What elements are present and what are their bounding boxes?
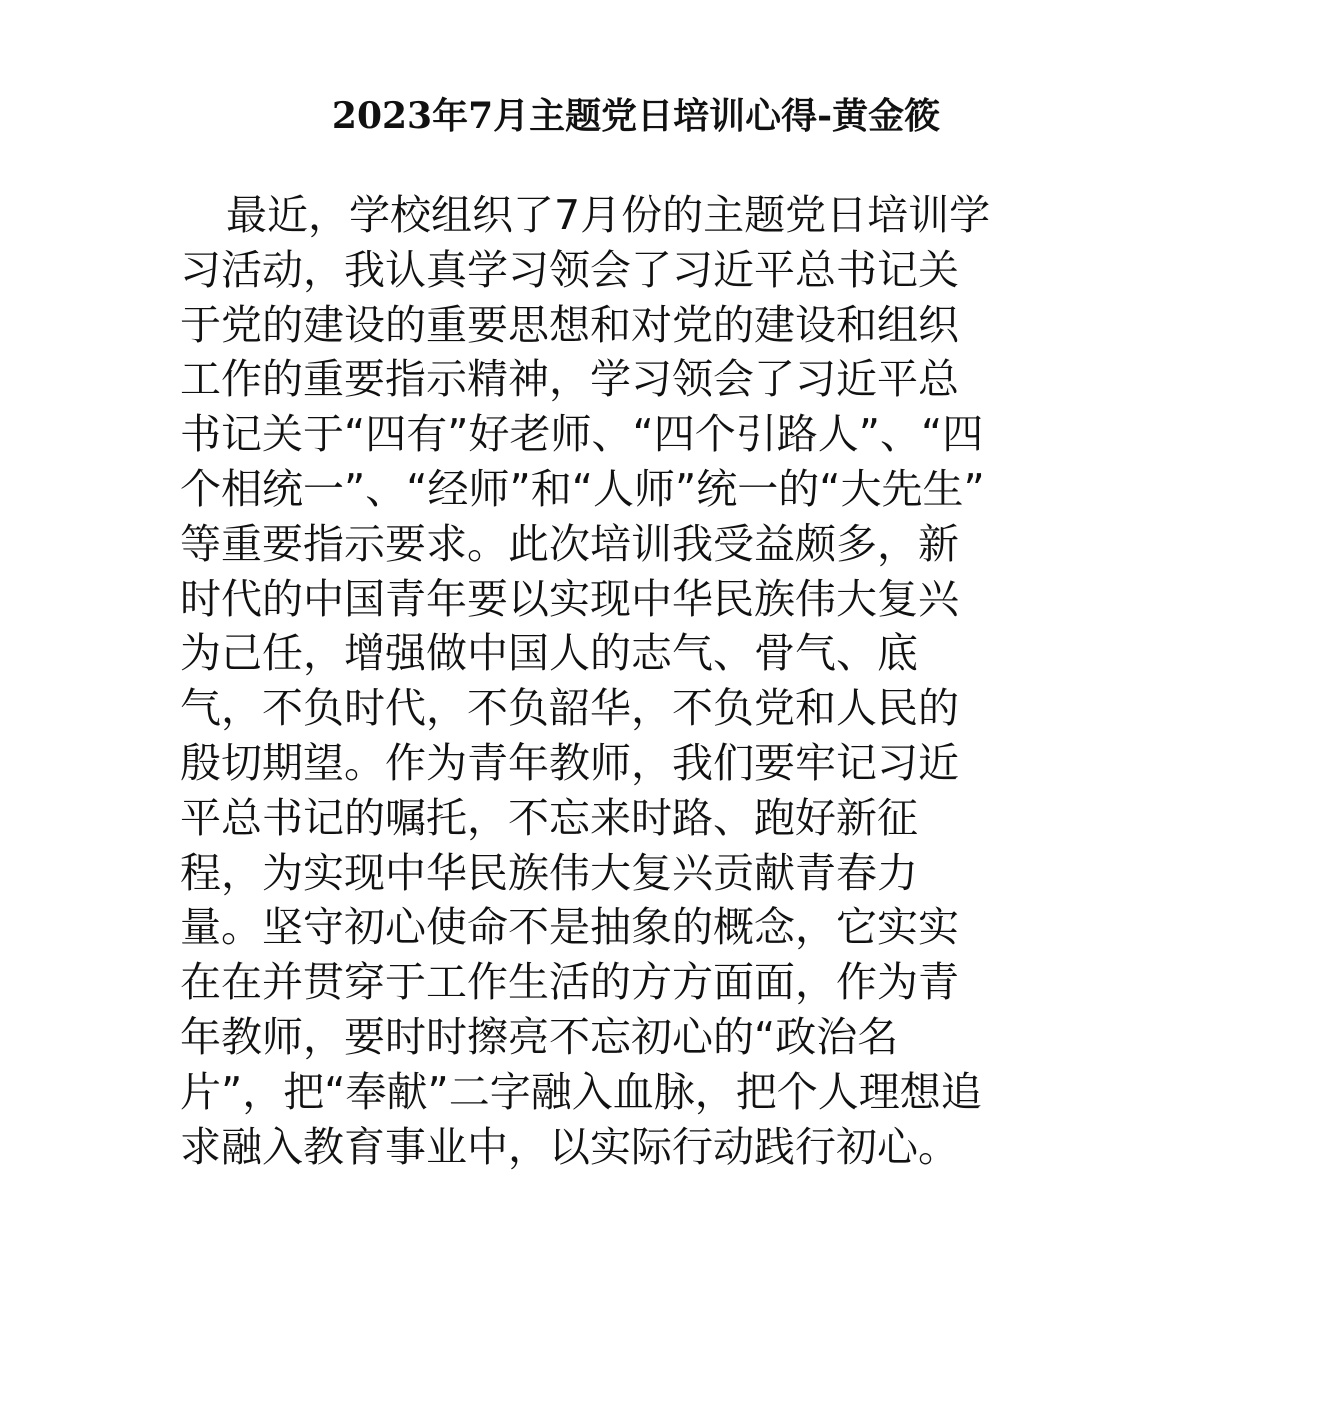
body-line: 求融入教育事业中，以实际行动践行初心。	[180, 1122, 959, 1171]
body-line: 在在并贯穿于工作生活的方方面面，作为青	[180, 958, 959, 1007]
body-line: 最近，学校组织了7月份的主题党日培训学	[226, 191, 991, 239]
body-line: 气，不负时代，不负韶华，不负党和人民的	[180, 684, 959, 733]
body-line: 个相统一”、“经师”和“人师”统一的“大先生”	[180, 464, 985, 513]
body-line: 于党的建设的重要思想和对党的建设和组织	[180, 300, 959, 349]
document-body	[180, 188, 1100, 1174]
body-line: 程，为实现中华民族伟大复兴贡献青春力	[180, 848, 918, 897]
body-line: 年教师，要时时擦亮不忘初心的“政治名	[180, 1012, 899, 1061]
body-line: 工作的重要指示精神，学习领会了习近平总	[180, 355, 959, 404]
body-line: 书记关于“四有”好老师、“四个引路人”、“四	[180, 410, 984, 459]
body-line: 习活动，我认真学习领会了习近平总书记关	[180, 245, 959, 294]
body-line: 片”，把“奉献”二字融入血脉，把个人理想追	[180, 1067, 982, 1116]
body-line: 等重要指示要求。此次培训我受益颇多，新	[180, 519, 959, 568]
body-line: 量。坚守初心使命不是抽象的概念，它实实	[180, 903, 959, 952]
body-line: 平总书记的嘱托，不忘来时路、跑好新征	[180, 793, 918, 842]
document-title: 2023年7月主题党日培训心得-黄金筱	[331, 95, 941, 137]
body-line: 殷切期望。作为青年教师，我们要牢记习近	[180, 738, 959, 787]
body-line: 时代的中国青年要以实现中华民族伟大复兴	[180, 574, 959, 623]
body-line: 为己任，增强做中国人的志气、骨气、底	[180, 629, 918, 678]
